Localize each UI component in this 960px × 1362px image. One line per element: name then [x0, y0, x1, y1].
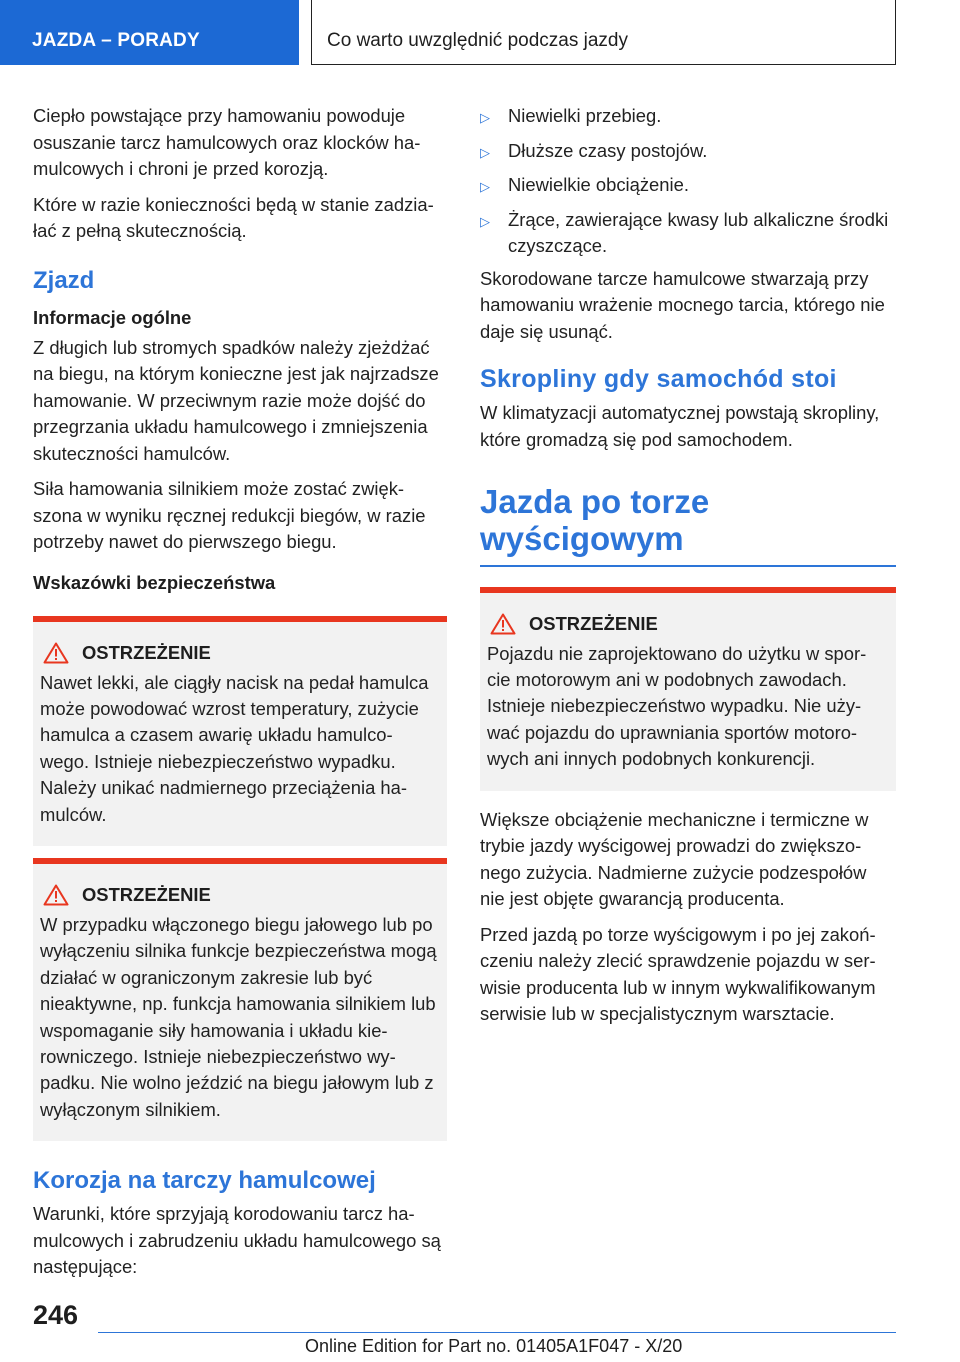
paragraph: Skorodowane tarcze hamulcowe stwarzają przy hamowaniu wrażenie mocnego tarcia, którego nie daje się usunąć.: [480, 267, 885, 342]
warning-triangle-icon: [490, 613, 516, 635]
triangle-bullet-icon: ▷: [480, 179, 490, 194]
list-item: ▷ Niewielki przebieg.: [480, 103, 896, 132]
warning-triangle-icon: [43, 642, 69, 664]
paragraph: Większe obciążenie mechaniczne i termiczne w trybie jazdy wyścigowej prowadzi do zwiększo‐nego zużycia. Nadmierne zużycie podzespołów nie jest objęte gwarancją producenta.: [480, 808, 869, 910]
paragraph: Siła hamowania silnikiem może zostać zwięk‐szona w wyniku ręcznej redukcji biegów, w razie potrzeby nawet do pierwszego biegu.: [33, 478, 426, 552]
heading-zjazd: Zjazd: [33, 266, 95, 294]
triangle-bullet-icon: ▷: [480, 110, 490, 125]
paragraph: Z długich lub stromych spadków należy zjeżdżać na biegu, na którym konieczne jest jak najrzadsze hamowanie. W przeciwnym razie może dojść do przegrzania układu hamulcowego i zmniejszenia skuteczności hamulców.: [33, 336, 439, 464]
triangle-bullet-icon: ▷: [480, 144, 490, 160]
paragraph: Ciepło powstające przy hamowaniu powoduje osuszanie tarcz hamulcowych oraz klocków ha‐mulcowych i chroni je przed korozją.: [33, 105, 421, 179]
warning-box: [480, 587, 896, 791]
paragraph: W klimatyzacji automatycznej powstają skropliny, które gromadzą się pod samochodem.: [480, 402, 880, 450]
warning-box: [33, 858, 447, 1141]
subheading-general-info: Informacje ogólne: [33, 306, 192, 328]
footer-rule: [98, 1332, 896, 1333]
right-column: [480, 103, 896, 1037]
list-item: ▷ Niewielkie obciążenie.: [480, 172, 896, 201]
heading-race-track: Jazda po torze wyścigowym: [480, 483, 710, 557]
warning-text: Pojazdu nie zaprojektowano do użytku w spor‐cie motorowym ani w podobnych zawodach. Istnieje niebezpieczeństwo wypadku. Nie uży‐wać pojazdu do uprawniania sportów motoro‐wych ani innych podobnych konkurencji.: [487, 642, 867, 770]
page-number: 246: [33, 1300, 79, 1330]
paragraph: Warunki, które sprzyjają korodowaniu tarcz ha‐mulcowych i zabrudzeniu układu hamulcowego są następujące:: [33, 1203, 441, 1278]
warning-label: OSTRZEŻENIE: [82, 641, 211, 663]
list-item: ▷ Dłuższe czasy postojów.: [480, 138, 896, 167]
chapter-title: Co warto uwzględnić podczas jazdy: [327, 30, 628, 51]
paragraph: Które w razie konieczności będą w stanie zadzia‐łać z pełną skutecznością.: [33, 193, 434, 241]
warning-label: OSTRZEŻENIE: [82, 883, 211, 905]
warning-header: [40, 884, 439, 906]
triangle-bullet-icon: ▷: [480, 213, 490, 229]
heading-condensation: Skropliny gdy samochód stoi: [480, 365, 837, 393]
heading-corrosion: Korozja na tarczy hamulcowej: [33, 1167, 376, 1195]
paragraph: Przed jazdą po torze wyścigowym i po jej zakoń‐czeniu należy zlecić sprawdzenie pojazdu w ser‐wisie producenta lub w innym wykwalifikowanym serwisie lub w specjalistycznym warsztacie.: [480, 923, 876, 1025]
warning-box: [33, 616, 447, 846]
footer-edition: Online Edition for Part no. 01405A1F047 - X/20: [305, 1336, 683, 1356]
warning-text: Nawet lekki, ale ciągły nacisk na pedał hamulca może powodować wzrost temperatury, zużycie hamulca a czasem awarię układu hamulco‐wego. Istnieje niebezpieczeństwo wypadku. Należy unikać nadmiernego przeciążenia ha‐mulców.: [40, 671, 429, 825]
chapter-header: [311, 0, 896, 65]
warning-text: W przypadku włączonego biegu jałowego lub po wyłączeniu silnika funkcje bezpieczeństwa mogą działać w ograniczonym zakresie lub być nieaktywne, np. funkcja hamowania silnikiem lub wspomaganie siły hamowania i układu kie‐rowniczego. Istnieje niebezpieczeństwo wy‐padku. Nie wolno jeździć na biegu jałowym lub z wyłączonym silnikiem.: [40, 913, 437, 1120]
warning-triangle-icon: [43, 884, 69, 906]
warning-label: OSTRZEŻENIE: [529, 612, 658, 634]
warning-header: [40, 642, 439, 664]
list-item: ▷ Żrące, zawierające kwasy lub alkaliczne środki czyszczące.: [480, 207, 896, 260]
subheading-safety: Wskazówki bezpieczeństwa: [33, 571, 276, 593]
section-tab: [0, 0, 299, 65]
heading-rule: [480, 565, 896, 567]
left-column: [33, 103, 447, 1290]
warning-header: [487, 613, 888, 635]
section-title: JAZDA – PORADY: [32, 30, 200, 51]
conditions-list: [480, 103, 896, 260]
